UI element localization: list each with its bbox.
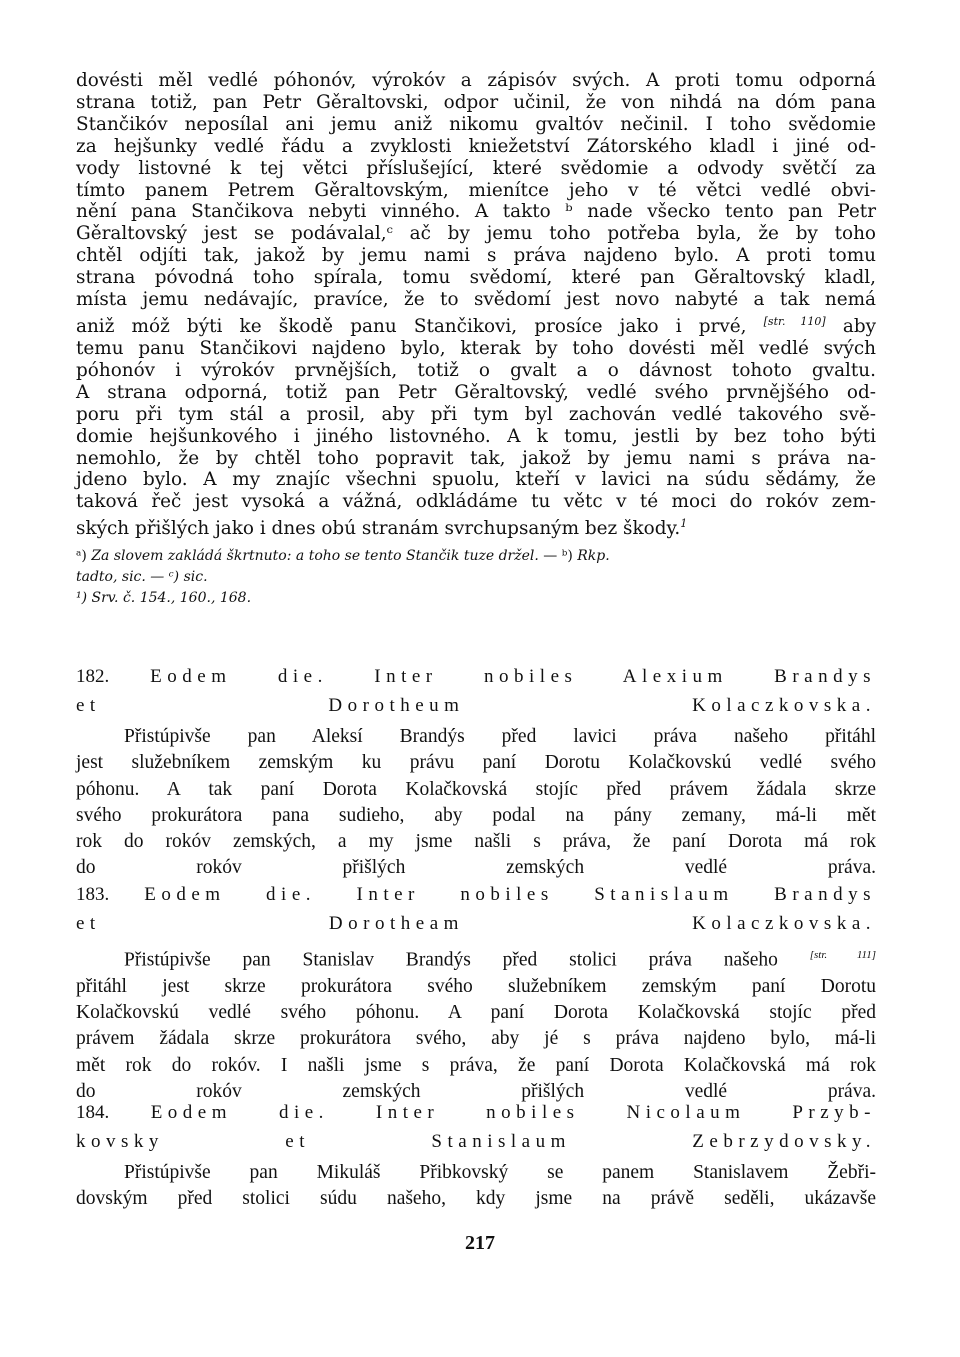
entry-line: póhonu. A tak paní Dorota Kolačkovská stojíc před právem žádala skrze bbox=[76, 778, 876, 800]
text-line: Stančikóv neposílal ani jemu aniž nikomu gvaltóv nečinil. I toho svědomie bbox=[76, 113, 876, 135]
footnote-mark: ᵃ) bbox=[76, 548, 87, 565]
text-line: strana totiž, pan Petr Gěraltovski, odpor učinil, že von nihdá na dóm pana bbox=[76, 91, 876, 113]
entry-line: svého prokurátora pana sudieho, aby podal na pány zemany, má-li mět bbox=[76, 804, 876, 826]
entry-183 bbox=[76, 880, 876, 1105]
text-line: A strana odporná, totiž pan Petr Gěraltovský, vedlé svého prvnějšého od- bbox=[76, 381, 876, 403]
text-line: nemohlo, že by chtěl toho popravit tak, jakož by jemu nami s práva na- bbox=[76, 447, 876, 469]
footnote-text: Za slovem zakládá škrtnuto: a toho se tento Stančik tuze držel. bbox=[91, 548, 539, 565]
footnote-one: ¹) Srv. č. 154., 160., 168. bbox=[76, 590, 252, 607]
margin-note-page: [str. 110] bbox=[763, 314, 826, 328]
text-line: Gěraltovský jest se podávalal,ᶜ ač by jemu toho potřeba byla, že by toho bbox=[76, 223, 876, 245]
text-line: taková řeč jest vysoká a vážná, odkládáme tu větc v té moci do rokóv zem- bbox=[76, 491, 876, 513]
text-line: póhonóv i výrokóv prvnějších, totiž o gvalt a o dávnost tohoto gvaltu. bbox=[76, 359, 876, 381]
text-line: tímto panem Petrem Gěraltovským, mienítce jeho v té větci vedlé obvi- bbox=[76, 179, 876, 201]
entry-title: kovsky et Stanislaum Zebrzydovsky. bbox=[76, 1131, 876, 1152]
entry-182 bbox=[76, 662, 876, 882]
text-line: za hejšunky vedlé řádu a zvyklosti kniežetství Zátorského kladl i jiné od- bbox=[76, 135, 876, 157]
top-paragraph bbox=[76, 70, 876, 609]
entry-line: do rokóv zemských přišlých vedlé práva. bbox=[76, 1080, 876, 1102]
entry-line: do rokóv přišlých zemských vedlé práva. bbox=[76, 857, 876, 879]
entry-title: et Dorotheam Kolaczkovska. bbox=[76, 913, 876, 934]
entry-title: Eodem die. Inter nobiles Stanislaum Brandys bbox=[144, 884, 876, 905]
footnotes bbox=[76, 546, 876, 609]
entry-heading-cont bbox=[76, 691, 876, 720]
entry-heading-cont bbox=[76, 1127, 876, 1156]
entry-line: přitáhl jest skrze prokurátora svého služebníkem zemským paní Dorotu bbox=[76, 975, 876, 997]
text-line: domie hejšunkového i jiného listovného. A k tomu, jestli by bez toho býti bbox=[76, 425, 876, 447]
entry-title: et Dorotheum Kolaczkovska. bbox=[76, 695, 876, 716]
entry-184 bbox=[76, 1098, 876, 1213]
entry-line: jest služebníkem zemským ku právu paní Dorotu Kolačkovskú vedlé svého bbox=[76, 752, 876, 774]
entry-number: 183. bbox=[76, 884, 110, 905]
page-number: 217 bbox=[465, 1232, 495, 1254]
entry-line: dovským před stolici súdu našeho, kdy jsme na právě seděli, ukázavše bbox=[76, 1188, 876, 1210]
text-line: temu panu Stančikovi najdeno bylo, kterak by toho dovésti měl vedlé svých bbox=[76, 338, 876, 359]
entry-line: Kolačkovskú vedlé svého póhonu. A paní Dorota Kolačkovská stojíc před bbox=[76, 1002, 876, 1024]
entry-number: 184. bbox=[76, 1102, 110, 1123]
text-line: dovésti měl vedlé póhonóv, výrokóv a zápisóv svých. A proti tomu odporná bbox=[76, 70, 876, 91]
text-segment: aniž móž býti ke škodě panu Stančikovi, prosíce jako i prvé, bbox=[76, 316, 747, 338]
entry-line: rok do rokóv zemských, a my jsme našli s práva, že paní Dorota má rok bbox=[76, 831, 876, 853]
entry-line: právem žádala skrze prokurátora svého, aby jé s práva najdeno bylo, má-li bbox=[76, 1028, 876, 1050]
entry-heading bbox=[76, 1098, 876, 1127]
text-line: poru při tym stál a prosil, aby při tym byl zachován vedlé takového svě- bbox=[76, 403, 876, 425]
entry-line-with-margin-note bbox=[76, 942, 876, 974]
margin-note-page: [str. 111] bbox=[809, 949, 876, 961]
entry-number: 182. bbox=[76, 666, 110, 687]
text-line-with-margin-note bbox=[76, 311, 876, 338]
text-line: vody listovné k tej větci příslušející, které svědomie a odvody světčí za bbox=[76, 157, 876, 179]
text-line: chtěl odjíti tak, jakož by jemu nami s práva najdeno bylo. A proti tomu bbox=[76, 245, 876, 267]
text-line: místa jemu nedávajíc, pravíce, že to svědomí jest novo nabyté a tak nemá bbox=[76, 289, 876, 311]
entry-heading bbox=[76, 880, 876, 909]
text-segment: Přistúpivše pan Stanislav Brandýs před stolici práva našeho bbox=[124, 949, 778, 971]
footnote-text: Rkp. bbox=[577, 548, 610, 565]
text-line: jdeno bylo. A my znajíc všechni spuolu, kteří v lavici na súdu sědámy, že bbox=[76, 469, 876, 491]
footnote-a bbox=[76, 546, 876, 567]
entry-title: Eodem die. Inter nobiles Nicolaum Przyb- bbox=[150, 1102, 877, 1123]
entry-title: Eodem die. Inter nobiles Alexium Brandys bbox=[150, 666, 876, 687]
text-line-last bbox=[76, 513, 876, 540]
entry-line: mět rok do rokóv. I našli jsme s práva, že paní Dorota Kolačkovská má rok bbox=[76, 1054, 876, 1076]
text-segment: ských přišlých jako i dnes obú stranám svrchupsaným bez škody. bbox=[76, 518, 681, 540]
entry-heading-cont bbox=[76, 909, 876, 938]
entry-heading bbox=[76, 662, 876, 691]
entry-line: Přistúpivše pan Mikuláš Přibkovský se panem Stanislavem Žebři- bbox=[124, 1162, 876, 1183]
entry-line: Přistúpivše pan Aleksí Brandýs před lavici práva našeho přitáhl bbox=[124, 726, 876, 747]
text-segment: aby bbox=[842, 316, 876, 338]
footnote-line: tadto, sic. — ᶜ) sic. bbox=[76, 569, 208, 586]
text-line: strana póvodná toho spírala, tomu svědomí, které pan Gěraltovský kladl, bbox=[76, 267, 876, 289]
footnote-ref: 1 bbox=[680, 517, 688, 531]
text-line: nění pana Stančikova nebyti vinného. A takto ᵇ nade všecko tento pan Petr bbox=[76, 201, 876, 223]
footnote-mark: — ᵇ) bbox=[543, 548, 573, 565]
